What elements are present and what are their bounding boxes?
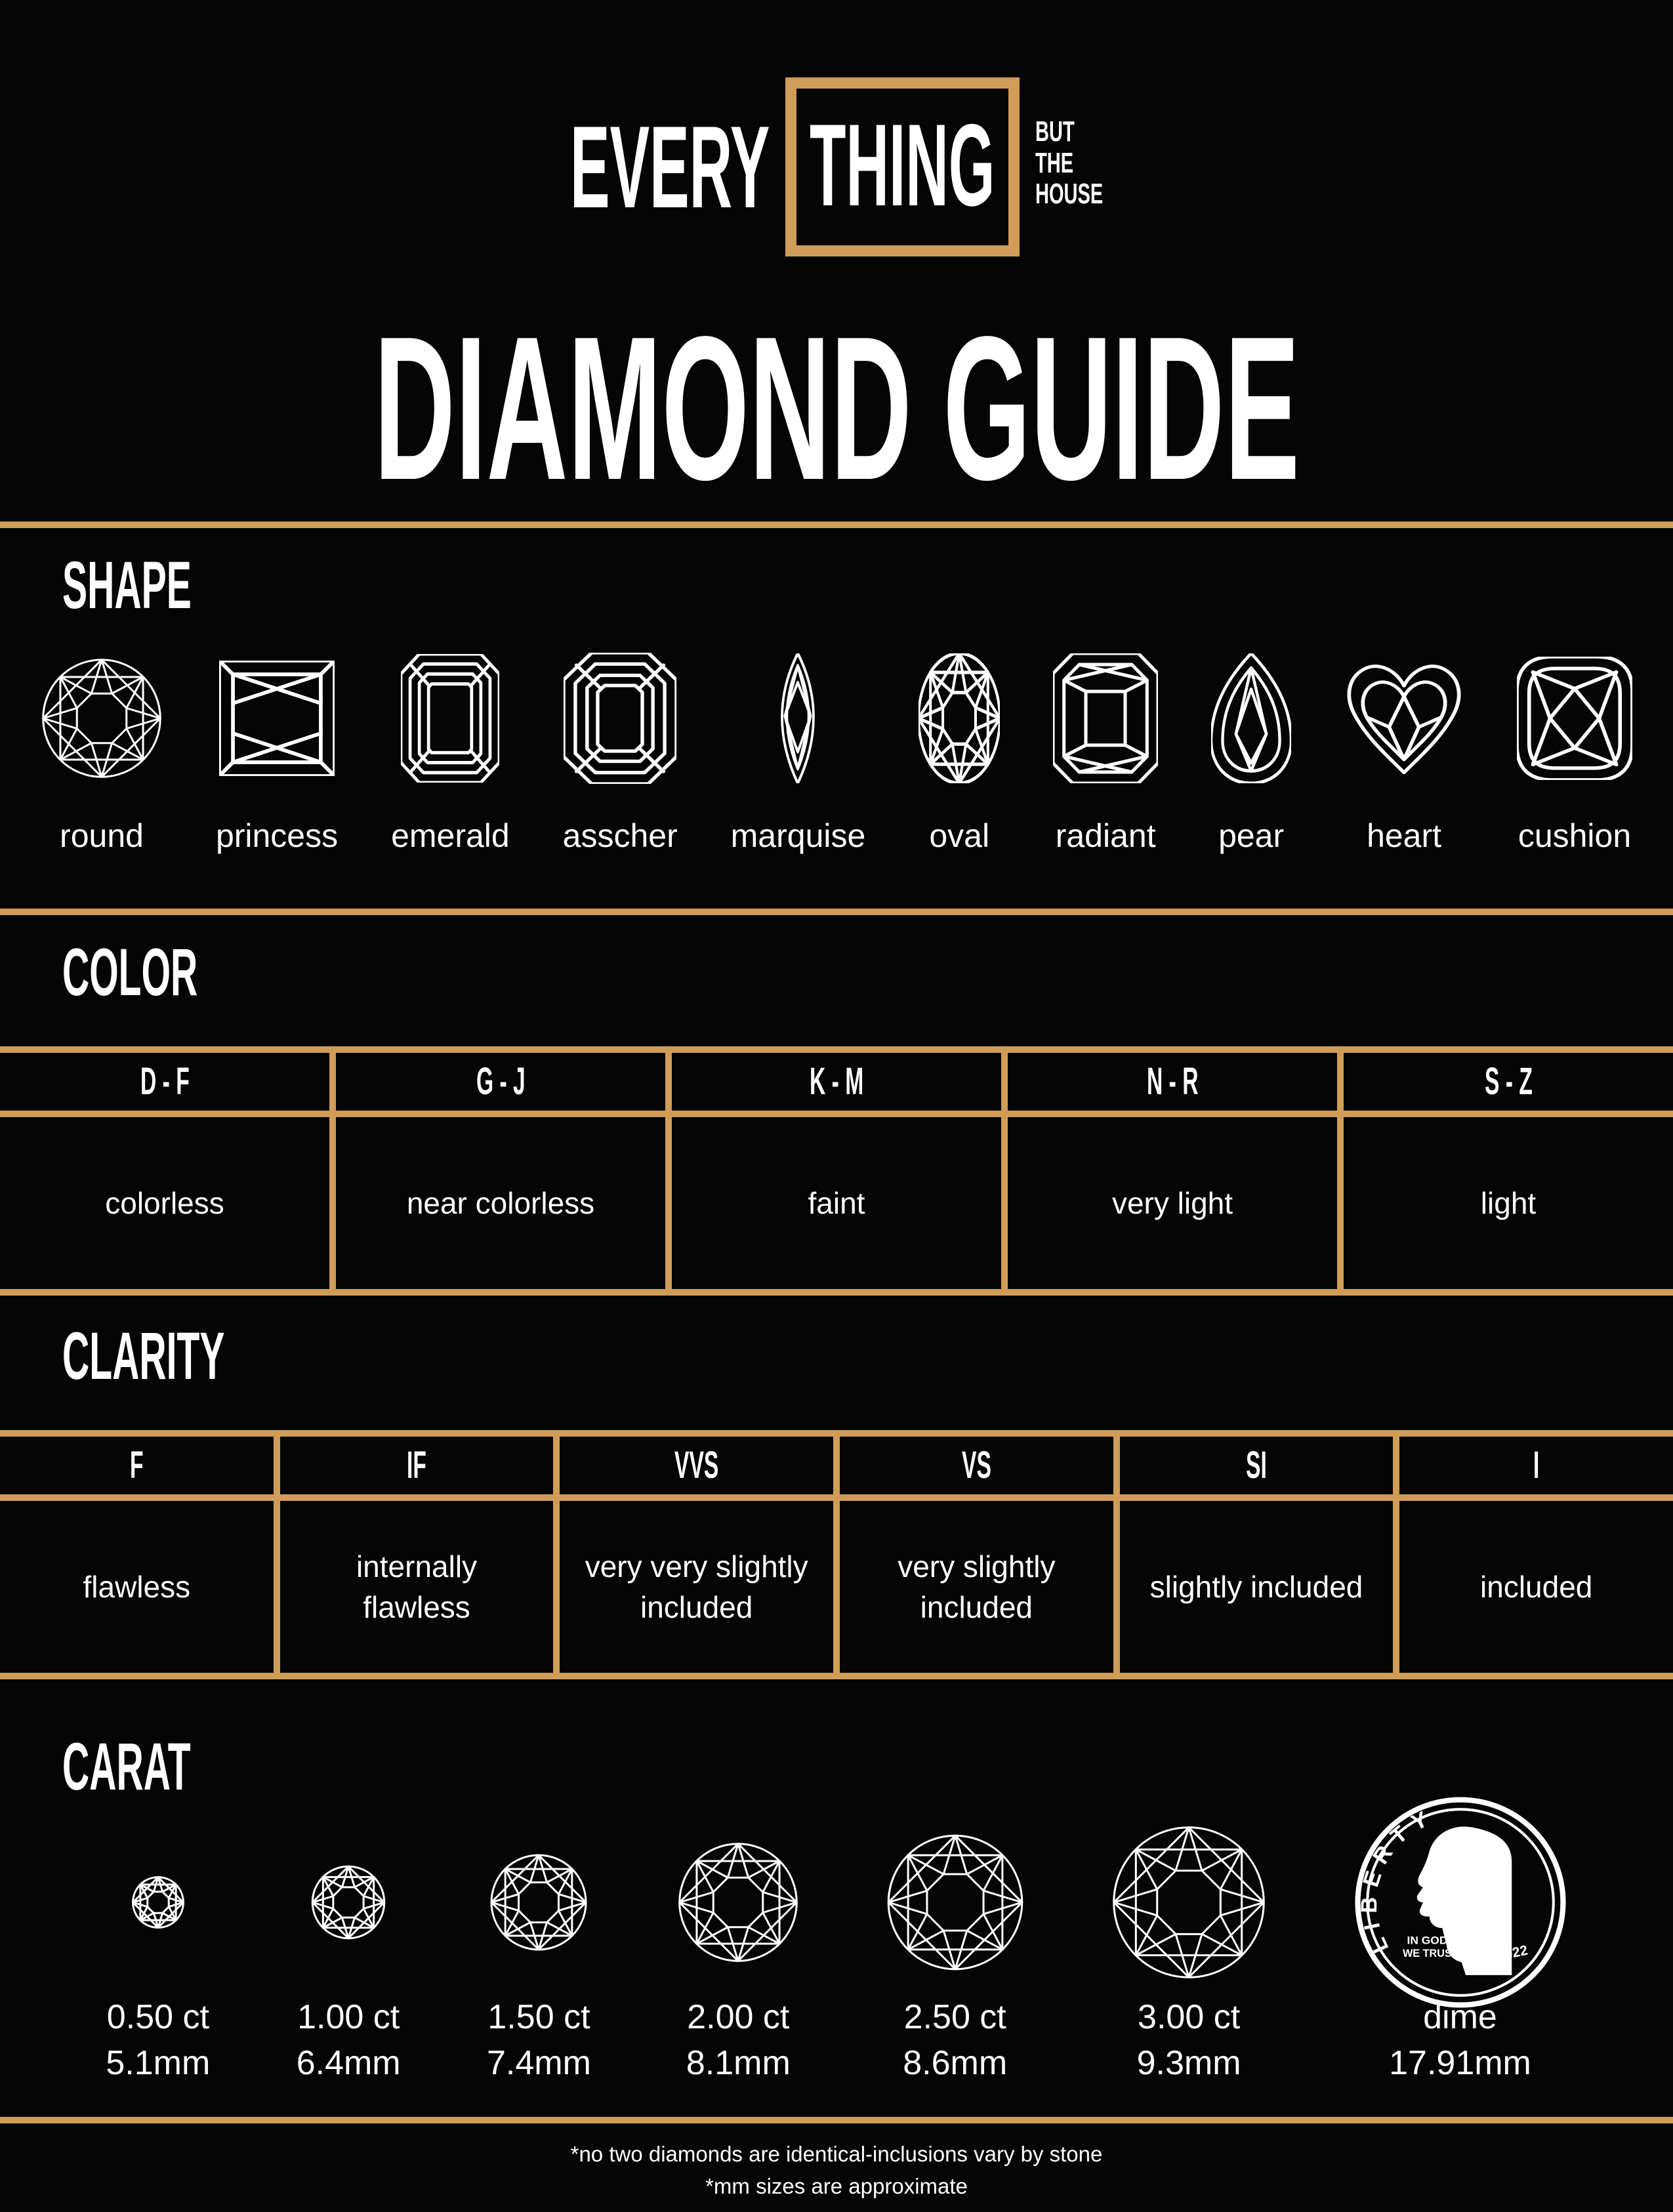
cushion-diamond-icon	[1517, 657, 1632, 780]
shape-item-marquise	[731, 629, 866, 855]
carat-diamond-icon	[311, 1865, 386, 1940]
carat-section	[0, 1729, 1673, 2117]
carat-label: 1.50 ct 7.4mm	[487, 1998, 591, 2083]
logo-tagline-house: HOUSE	[1035, 178, 1104, 211]
dime-year: 2022	[1495, 1942, 1529, 1964]
color-heading: COLOR	[62, 935, 198, 1010]
logo-word-thing: THING	[810, 100, 995, 230]
footnote-inclusions: *no two diamonds are identical-inclusions vary by stone	[570, 2142, 1103, 2166]
color-section	[0, 909, 1673, 1299]
shape-section	[0, 522, 1673, 909]
clarity-desc-cell: flawless	[0, 1501, 280, 1673]
carat-label: 1.00 ct 6.4mm	[296, 1998, 401, 2083]
shape-row	[0, 629, 1673, 855]
logo-word-every: EVERY	[569, 102, 770, 232]
carat-diamond-icon	[677, 1841, 799, 1963]
color-table	[0, 1046, 1673, 1296]
clarity-grade-cell: SI	[1120, 1437, 1400, 1494]
round-diamond-icon	[41, 657, 163, 779]
clarity-table	[0, 1430, 1673, 1679]
carat-item-dime	[1353, 1803, 1567, 2086]
clarity-desc-cell: included	[1480, 1569, 1593, 1604]
shape-label: radiant	[1055, 817, 1156, 854]
carat-item-250	[886, 1816, 1025, 2086]
shape-label: marquise	[730, 817, 866, 854]
clarity-section	[0, 1319, 1673, 1710]
footnote-mm-sizes: *mm sizes are approximate	[705, 2174, 968, 2198]
color-grade-cell: G - J	[336, 1053, 672, 1111]
carat-diamond-icon	[132, 1876, 184, 1929]
color-table-header-row	[0, 1053, 1673, 1117]
shape-label: heart	[1367, 817, 1442, 854]
dime-coin-icon	[1353, 1795, 1567, 2009]
color-grade-cell: K - M	[672, 1053, 1008, 1111]
carat-label: 2.00 ct 8.1mm	[686, 1998, 791, 2083]
pear-diamond-icon	[1211, 653, 1291, 783]
clarity-grade-cell: VVS	[560, 1437, 840, 1494]
clarity-table-value-row	[0, 1501, 1673, 1673]
page-title: DIAMOND GUIDE	[373, 295, 1300, 523]
shape-label: asscher	[562, 817, 678, 854]
clarity-heading: CLARITY	[62, 1319, 225, 1393]
shape-heading: SHAPE	[62, 548, 192, 623]
color-desc-cell: very light	[1008, 1117, 1344, 1289]
carat-item-150	[487, 1816, 591, 2086]
shape-label: pear	[1218, 817, 1285, 854]
carat-item-300	[1111, 1816, 1267, 2086]
shape-item-round	[41, 629, 163, 855]
shape-item-princess	[216, 629, 338, 855]
radiant-diamond-icon	[1053, 653, 1158, 783]
marquise-diamond-icon	[766, 653, 829, 783]
shape-item-pear	[1211, 629, 1291, 855]
carat-diamond-icon	[489, 1853, 588, 1952]
shape-item-asscher	[563, 629, 678, 855]
shape-label: princess	[215, 817, 339, 854]
logo-thing-box	[785, 77, 1019, 256]
carat-label: 2.50 ct 8.6mm	[903, 1998, 1008, 2083]
color-desc-cell: faint	[672, 1117, 1008, 1289]
clarity-desc-cell: very very slightly included	[560, 1501, 840, 1673]
shape-label: emerald	[391, 817, 510, 854]
heart-diamond-icon	[1344, 662, 1464, 775]
carat-diamond-icon	[886, 1833, 1025, 1972]
shape-label: oval	[929, 817, 990, 854]
dime-motto-line2: WE TRUST	[1402, 1948, 1458, 1960]
color-table-value-row	[0, 1117, 1673, 1289]
princess-diamond-icon	[219, 661, 335, 776]
clarity-grade-cell: I	[1533, 1444, 1540, 1486]
color-desc-cell: light	[1480, 1185, 1537, 1220]
carat-item-200	[677, 1816, 799, 2086]
color-desc-cell: near colorless	[336, 1117, 672, 1289]
color-grade-cell: N - R	[1008, 1053, 1344, 1111]
clarity-desc-cell: very slightly included	[840, 1501, 1120, 1673]
clarity-desc-cell: slightly included	[1120, 1501, 1400, 1673]
carat-item-050	[106, 1816, 210, 2086]
carat-heading: CARAT	[62, 1729, 191, 1804]
logo-tagline	[1035, 116, 1103, 211]
oval-diamond-icon	[919, 653, 1000, 783]
clarity-grade-cell: IF	[280, 1437, 560, 1494]
logo-tagline-but: BUT	[1035, 115, 1075, 148]
carat-item-100	[297, 1816, 401, 2086]
shape-item-heart	[1344, 629, 1464, 855]
shape-item-emerald	[391, 629, 510, 855]
carat-diamond-icon	[1111, 1824, 1267, 1980]
carat-row	[0, 1803, 1673, 2086]
dime-legend-text: LIBERTY	[1356, 1803, 1439, 1957]
color-desc-cell: colorless	[0, 1117, 336, 1289]
clarity-desc-cell: internally flawless	[280, 1501, 560, 1673]
carat-label: dime 17.91mm	[1389, 1998, 1531, 2083]
shape-item-cushion	[1517, 629, 1632, 855]
dime-motto-line1: IN GOD	[1407, 1935, 1448, 1947]
header	[0, 0, 1673, 522]
carat-label: 0.50 ct 5.1mm	[106, 1998, 211, 2083]
shape-item-oval	[919, 629, 1000, 855]
color-grade-cell: S - Z	[1484, 1060, 1533, 1103]
emerald-diamond-icon	[401, 654, 499, 783]
shape-label: round	[60, 817, 144, 854]
logo-tagline-the: THE	[1035, 146, 1073, 179]
color-grade-cell: D - F	[0, 1053, 336, 1111]
shape-item-radiant	[1053, 629, 1158, 855]
carat-label: 3.00 ct 9.3mm	[1136, 1998, 1241, 2083]
clarity-grade-cell: F	[0, 1437, 280, 1494]
clarity-table-header-row	[0, 1437, 1673, 1501]
shape-label: cushion	[1518, 817, 1632, 854]
ebth-logo	[0, 0, 1673, 256]
clarity-grade-cell: VS	[840, 1437, 1120, 1494]
asscher-diamond-icon	[564, 653, 676, 784]
